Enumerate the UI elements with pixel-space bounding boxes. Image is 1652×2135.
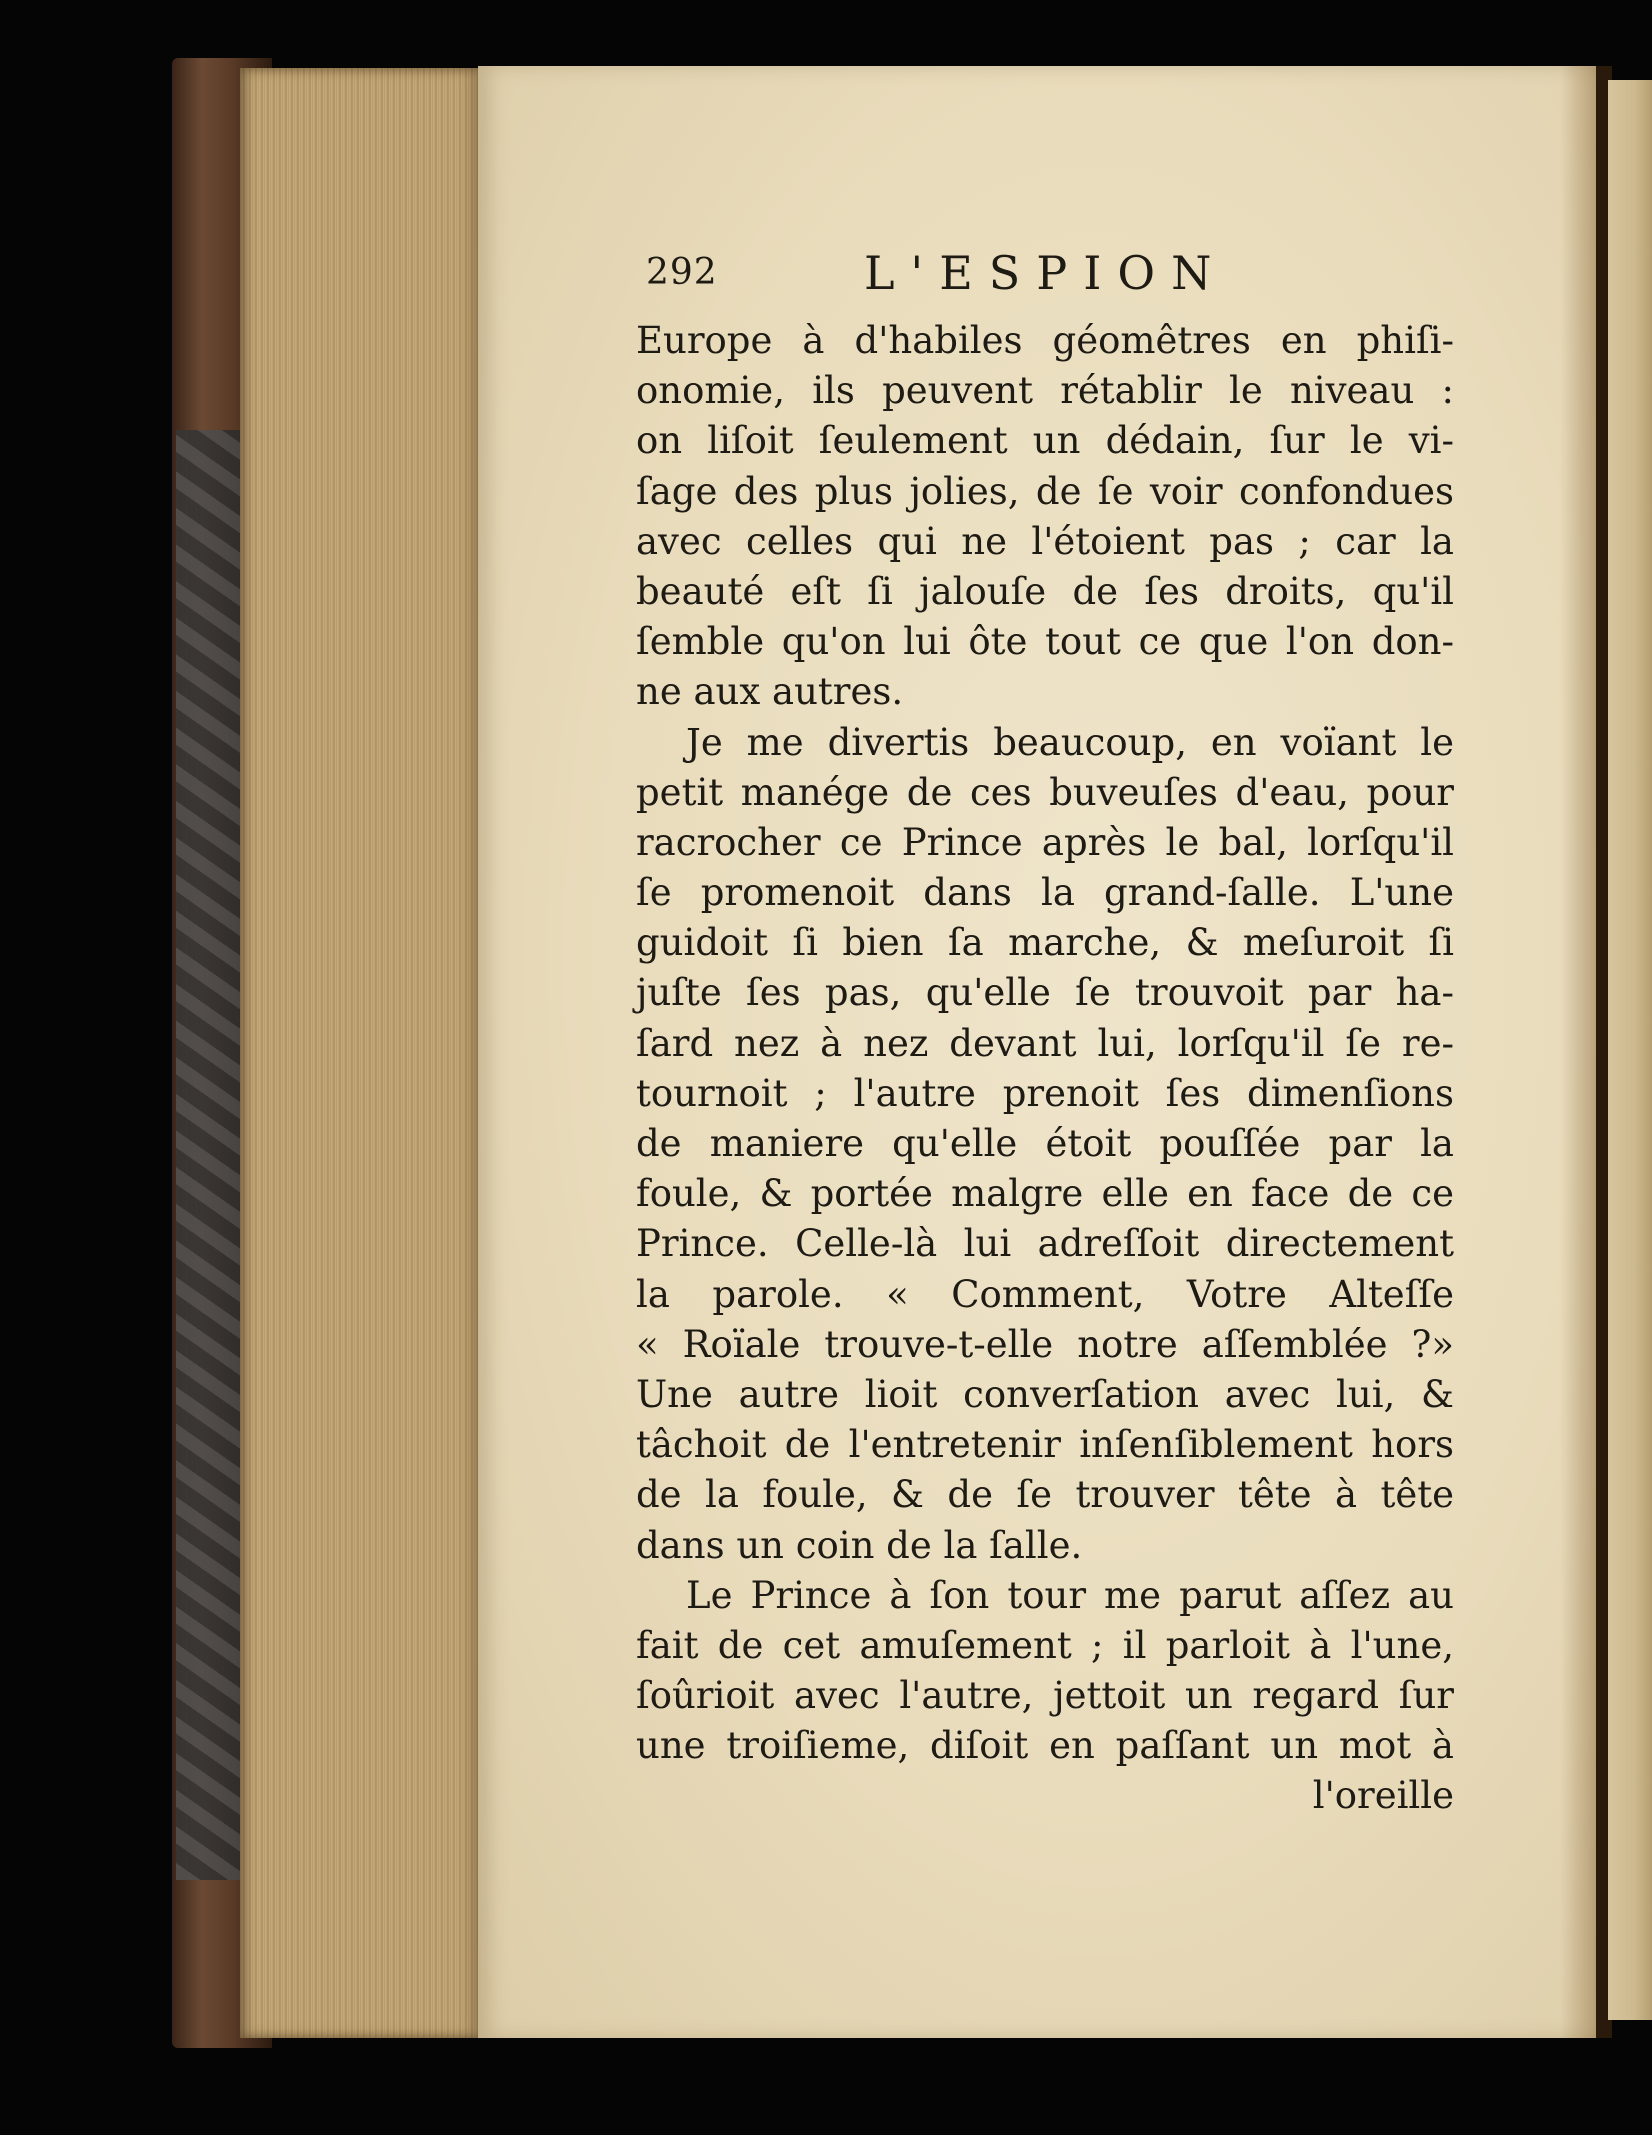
text-line: dans un coin de la ſalle. — [636, 1523, 1083, 1567]
text-line: de la foule, & de ſe trouver tête à tête — [636, 1473, 1454, 1517]
text-line: on liſoit ſeulement un dédain, ſur le vi- — [636, 419, 1454, 463]
text-line: Une autre lioit converſation avec lui, & — [636, 1372, 1454, 1416]
page-edges — [240, 68, 480, 2038]
text-line: foule, & portée malgre elle en face de ce — [636, 1172, 1454, 1216]
text-line: ſage des plus jolies, de ſe voir confondues — [636, 469, 1454, 513]
text-line: la parole. « Comment, Votre Alteſſe — [636, 1272, 1454, 1316]
facing-page-edge — [1608, 80, 1652, 2020]
text-line: Prince. Celle-là lui adreſſoit directement — [636, 1222, 1454, 1266]
text-line: racrocher ce Prince après le bal, lorſqu'il — [636, 820, 1454, 864]
text-line: Le Prince à ſon tour me parut aſſez au — [686, 1573, 1454, 1617]
text-line: juſte ſes pas, qu'elle ſe trouvoit par ha- — [636, 971, 1454, 1015]
text-line: petit manége de ces buveuſes d'eau, pour — [636, 770, 1454, 814]
text-line: « Roïale trouve-t-elle notre aſſemblée ?» — [636, 1322, 1454, 1366]
text-line: ſe promenoit dans la grand-ſalle. L'une — [636, 871, 1454, 915]
text-block — [636, 246, 1454, 1821]
text-line: tâchoit de l'entretenir inſenſiblement hors — [636, 1423, 1454, 1467]
text-line: onomie, ils peuvent rétablir le niveau : — [636, 369, 1454, 413]
text-line: une troiſieme, diſoit en paſſant un mot à — [636, 1724, 1454, 1768]
text-line: tournoit ; l'autre prenoit ſes dimenſions — [636, 1071, 1454, 1115]
text-line: ne aux autres. — [636, 670, 904, 714]
page-number: 292 — [646, 252, 718, 293]
text-line: Europe à d'habiles géomêtres en phiſi- — [636, 319, 1454, 362]
running-head-title: L'ESPION — [864, 246, 1228, 300]
text-line: Je me divertis beaucoup, en voïant le — [686, 720, 1454, 764]
running-head — [636, 246, 1454, 316]
marbled-board — [176, 430, 246, 1880]
text-line: beauté eſt ſi jalouſe de ſes droits, qu'il — [636, 569, 1454, 613]
text-line: ſard nez à nez devant lui, lorſqu'il ſe re- — [636, 1021, 1454, 1065]
text-line: ſoûrioit avec l'autre, jettoit un regard ſur — [636, 1674, 1454, 1718]
text-line: fait de cet amuſement ; il parloit à l'une, — [636, 1623, 1454, 1667]
text-line: de maniere qu'elle étoit pouſſée par la — [636, 1122, 1454, 1165]
paragraph-2 — [636, 718, 1454, 1571]
catchword: l'oreille — [1312, 1774, 1454, 1818]
text-line: ſemble qu'on lui ôte tout ce que l'on don- — [636, 620, 1454, 664]
paragraph-1 — [636, 316, 1454, 718]
text-line: avec celles qui ne l'étoient pas ; car la — [636, 519, 1454, 563]
paragraph-3 — [636, 1571, 1454, 1772]
text-line: guidoit ſi bien ſa marche, & meſuroit ſi — [636, 921, 1454, 965]
